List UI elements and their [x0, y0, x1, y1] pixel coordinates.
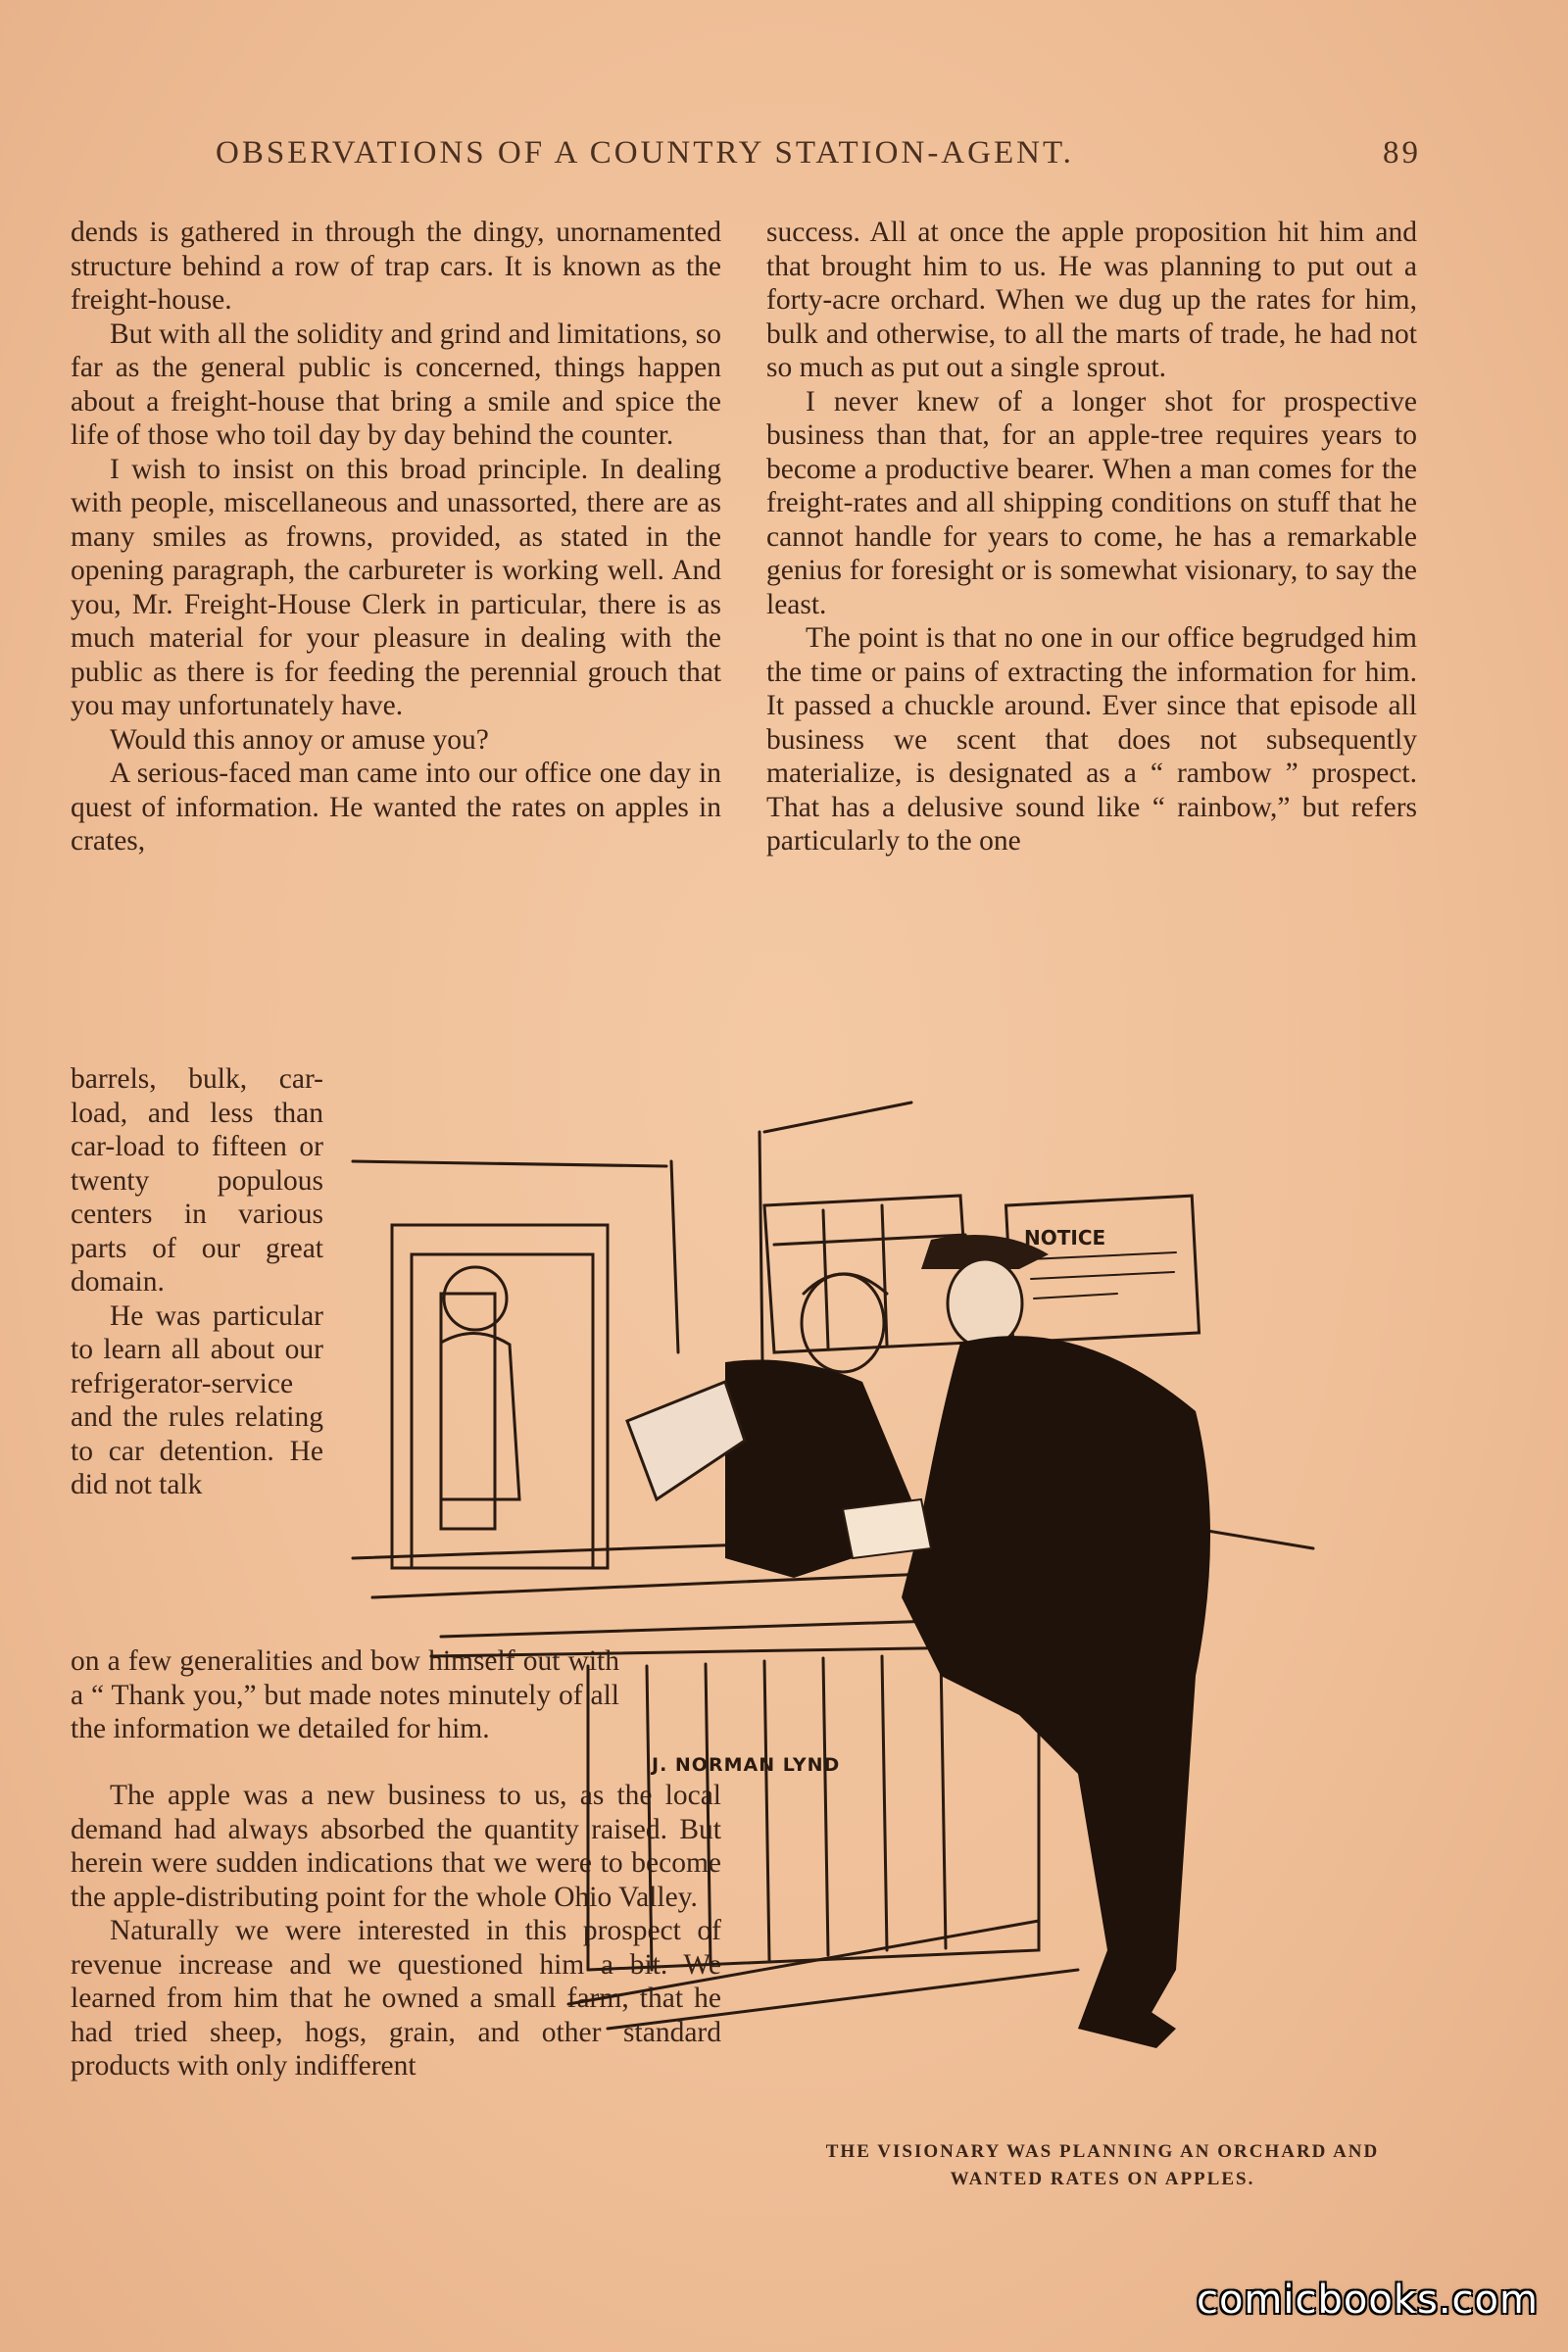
paragraph: barrels, bulk, car-load, and less than car-load to fifteen or twenty populous centers in various parts of our great domain. [71, 1063, 323, 1298]
running-header [216, 135, 1421, 172]
caption-line: WANTED RATES ON APPLES. [950, 2169, 1255, 2189]
running-title: OBSERVATIONS OF A COUNTRY STATION-AGENT. [216, 135, 1074, 171]
paragraph: The apple was a new business to us, as the local demand had always absorbed the quantity raised. But herein were sudden indications that we were to become the apple-distributing point for the whole Ohio Valley. [71, 1780, 721, 1913]
left-column-narrow [71, 1062, 323, 1502]
paragraph: dends is gathered in through the dingy, unornamented structure behind a row of trap cars. It is known as the freight-house. [71, 217, 721, 316]
paragraph: Would this annoy or amuse you? [110, 723, 489, 756]
notice-sign-text: NOTICE [1024, 1226, 1106, 1250]
paragraph: on a few generalities and bow himself out with a “ Thank you,” but made notes minutely of all the information we detailed for him. [71, 1645, 619, 1744]
paragraph: I never knew of a longer shot for prospective business than that, for an apple-tree requires years to become a productive bearer. When a man comes for the freight-rates and all shipping conditions on stuff that he cannot handle for years to come, he has a remarkable genius for foresight or is somewhat visionary, to say the least. [766, 385, 1417, 620]
paragraph: A serious-faced man came into our office one day in quest of information. He wanted the rates on apples in crates, [71, 758, 721, 857]
paragraph: But with all the solidity and grind and limitations, so far as the general public is concerned, things happen about a freight-house that bring a smile and spice the life of those who toil day by day behind the counter. [71, 318, 721, 451]
source-watermark: comicbooks.com [1196, 2278, 1539, 2323]
artist-signature: J. NORMAN LYND [652, 1754, 841, 1776]
page-number: 89 [1383, 135, 1421, 171]
paragraph: He was particular to learn all about our refrigerator-service and the rules relating to car detention. He did not talk [71, 1299, 323, 1500]
left-column-top [71, 216, 721, 858]
right-column-top [766, 216, 1417, 858]
paragraph: success. All at once the apple proposition hit him and that brought him to us. He was planning to put out a forty-acre orchard. When we dug up the rates for him, bulk and otherwise, to all the marts of trade, he had not so much as put out a single sprout. [766, 217, 1417, 383]
station-counter-illustration [333, 1088, 1431, 2127]
caption-line: THE VISIONARY WAS PLANNING AN ORCHARD AND [825, 2141, 1380, 2162]
paragraph: The point is that no one in our office begrudged him the time or pains of extracting the information for him. It passed a chuckle around. Ever since that episode all business we scent that does not subsequently materialize, is designated as a “ rambow ” prospect. That has a delusive sound like “ rainbow,” but refers particularly to the one [766, 622, 1417, 857]
illustration-caption [774, 2138, 1431, 2193]
paragraph: Naturally we were interested in this prospect of revenue increase and we questioned him a bit. We learned from him that he owned a small farm, that he had tried sheep, hogs, grain, and other standard products with only indifferent [71, 1915, 721, 2082]
paragraph: I wish to insist on this broad principle. In dealing with people, miscellaneous and unassorted, there are as many smiles as frowns, provided, as stated in the opening paragraph, the carbureter is working well. And you, Mr. Freight-House Clerk in particular, there is as much material for your pleasure in dealing with the public as there is for feeding the perennial grouch that you may unfortunately have. [71, 453, 721, 721]
